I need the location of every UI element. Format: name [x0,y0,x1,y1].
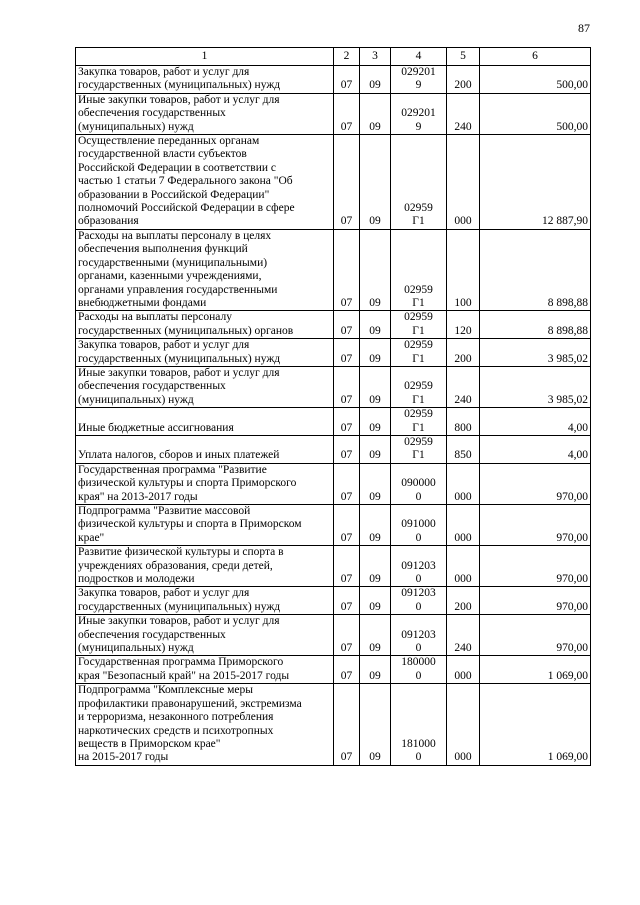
row-subsection-cell: 09 [360,408,391,436]
row-target-article-cell: 02959 Г1 [391,408,447,436]
row-name-cell: Расходы на выплаты персоналу в целях обеспечения выполнения функций государственными (муниципальными) органами, казенными учреждениями, органами управления государственными внебюджетными фондами [76,229,334,310]
row-target-article-cell: 091203 0 [391,615,447,656]
row-subsection-cell: 09 [360,135,391,230]
table-row [76,546,591,587]
row-sum-cell: 3 985,02 [480,366,591,407]
row-sum-cell: 8 898,88 [480,311,591,339]
row-section-cell: 07 [334,435,360,463]
row-sum-cell: 970,00 [480,587,591,615]
row-expense-type-cell: 200 [447,339,480,367]
row-target-article-cell: 02959 Г1 [391,435,447,463]
row-section-cell: 07 [334,656,360,684]
table-row [76,615,591,656]
table-row [76,311,591,339]
row-name-cell: Государственная программа Приморского края "Безопасный край" на 2015-2017 годы [76,656,334,684]
row-section-cell: 07 [334,135,360,230]
row-name-cell: Закупка товаров, работ и услуг для государственных (муниципальных) нужд [76,66,334,94]
row-sum-cell: 4,00 [480,435,591,463]
table-row [76,135,591,230]
header-col-2: 2 [334,48,360,66]
row-name-cell: Подпрограмма "Развитие массовой физической культуры и спорта в Приморском крае" [76,505,334,546]
row-expense-type-cell: 850 [447,435,480,463]
row-section-cell: 07 [334,339,360,367]
table-row [76,656,591,684]
row-name-cell: Иные закупки товаров, работ и услуг для обеспечения государственных (муниципальных) нужд [76,615,334,656]
table-row [76,684,591,765]
row-sum-cell: 12 887,90 [480,135,591,230]
table-header-row [76,48,591,66]
row-target-article-cell: 091000 0 [391,505,447,546]
header-col-4: 4 [391,48,447,66]
row-target-article-cell: 090000 0 [391,463,447,504]
row-target-article-cell: 02959 Г1 [391,311,447,339]
header-col-5: 5 [447,48,480,66]
row-subsection-cell: 09 [360,463,391,504]
row-subsection-cell: 09 [360,546,391,587]
header-col-3: 3 [360,48,391,66]
row-sum-cell: 970,00 [480,505,591,546]
row-name-cell: Закупка товаров, работ и услуг для государственных (муниципальных) нужд [76,587,334,615]
row-section-cell: 07 [334,66,360,94]
row-expense-type-cell: 240 [447,366,480,407]
row-name-cell: Иные бюджетные ассигнования [76,408,334,436]
row-name-cell: Осуществление переданных органам государственной власти субъектов Российской Федерации в соответствии с частью 1 статьи 7 Федерального закона "Об образовании в Российской Федерации" полномочий Российской Федерации в сфере образования [76,135,334,230]
row-name-cell: Уплата налогов, сборов и иных платежей [76,435,334,463]
row-sum-cell: 500,00 [480,93,591,134]
table-row [76,66,591,94]
row-section-cell: 07 [334,229,360,310]
row-sum-cell: 4,00 [480,408,591,436]
row-expense-type-cell: 000 [447,684,480,765]
row-name-cell: Закупка товаров, работ и услуг для государственных (муниципальных) нужд [76,339,334,367]
row-expense-type-cell: 120 [447,311,480,339]
row-sum-cell: 8 898,88 [480,229,591,310]
row-subsection-cell: 09 [360,684,391,765]
table-row [76,229,591,310]
row-name-cell: Расходы на выплаты персоналу государственных (муниципальных) органов [76,311,334,339]
row-sum-cell: 1 069,00 [480,684,591,765]
row-subsection-cell: 09 [360,435,391,463]
row-subsection-cell: 09 [360,66,391,94]
row-expense-type-cell: 000 [447,656,480,684]
row-expense-type-cell: 000 [447,463,480,504]
row-section-cell: 07 [334,366,360,407]
row-subsection-cell: 09 [360,587,391,615]
row-target-article-cell: 091203 0 [391,546,447,587]
row-section-cell: 07 [334,408,360,436]
row-name-cell: Подпрограмма "Комплексные меры профилактики правонарушений, экстремизма и терроризма, незаконного потребления наркотических средств и психотропных веществ в Приморском крае" на 2015-2017 годы [76,684,334,765]
budget-table [75,47,591,766]
row-subsection-cell: 09 [360,615,391,656]
table-row [76,366,591,407]
row-target-article-cell: 091203 0 [391,587,447,615]
row-section-cell: 07 [334,546,360,587]
row-subsection-cell: 09 [360,366,391,407]
row-name-cell: Государственная программа "Развитие физической культуры и спорта Приморского края" на 2013-2017 годы [76,463,334,504]
row-subsection-cell: 09 [360,93,391,134]
row-section-cell: 07 [334,615,360,656]
row-expense-type-cell: 200 [447,66,480,94]
row-expense-type-cell: 240 [447,615,480,656]
row-section-cell: 07 [334,684,360,765]
row-expense-type-cell: 000 [447,546,480,587]
row-sum-cell: 970,00 [480,615,591,656]
table-row [76,339,591,367]
table-row [76,408,591,436]
row-target-article-cell: 029201 9 [391,66,447,94]
row-subsection-cell: 09 [360,656,391,684]
row-section-cell: 07 [334,311,360,339]
row-subsection-cell: 09 [360,339,391,367]
row-name-cell: Иные закупки товаров, работ и услуг для обеспечения государственных (муниципальных) нужд [76,366,334,407]
row-sum-cell: 970,00 [480,546,591,587]
row-sum-cell: 970,00 [480,463,591,504]
row-sum-cell: 1 069,00 [480,656,591,684]
row-expense-type-cell: 200 [447,587,480,615]
row-expense-type-cell: 800 [447,408,480,436]
row-sum-cell: 500,00 [480,66,591,94]
row-target-article-cell: 181000 0 [391,684,447,765]
row-section-cell: 07 [334,505,360,546]
row-sum-cell: 3 985,02 [480,339,591,367]
row-target-article-cell: 180000 0 [391,656,447,684]
row-section-cell: 07 [334,587,360,615]
row-subsection-cell: 09 [360,311,391,339]
row-name-cell: Развитие физической культуры и спорта в учреждениях образования, среди детей, подростков и молодежи [76,546,334,587]
row-section-cell: 07 [334,93,360,134]
row-name-cell: Иные закупки товаров, работ и услуг для обеспечения государственных (муниципальных) нужд [76,93,334,134]
row-target-article-cell: 029201 9 [391,93,447,134]
table-row [76,463,591,504]
table-row [76,587,591,615]
table-row [76,435,591,463]
row-expense-type-cell: 000 [447,135,480,230]
row-subsection-cell: 09 [360,229,391,310]
row-expense-type-cell: 240 [447,93,480,134]
table-row [76,93,591,134]
row-target-article-cell: 02959 Г1 [391,135,447,230]
row-target-article-cell: 02959 Г1 [391,229,447,310]
header-col-1: 1 [76,48,334,66]
row-target-article-cell: 02959 Г1 [391,339,447,367]
row-expense-type-cell: 100 [447,229,480,310]
row-expense-type-cell: 000 [447,505,480,546]
row-section-cell: 07 [334,463,360,504]
table-row [76,505,591,546]
header-col-6: 6 [480,48,591,66]
page-number: 87 [578,21,590,35]
row-subsection-cell: 09 [360,505,391,546]
row-target-article-cell: 02959 Г1 [391,366,447,407]
